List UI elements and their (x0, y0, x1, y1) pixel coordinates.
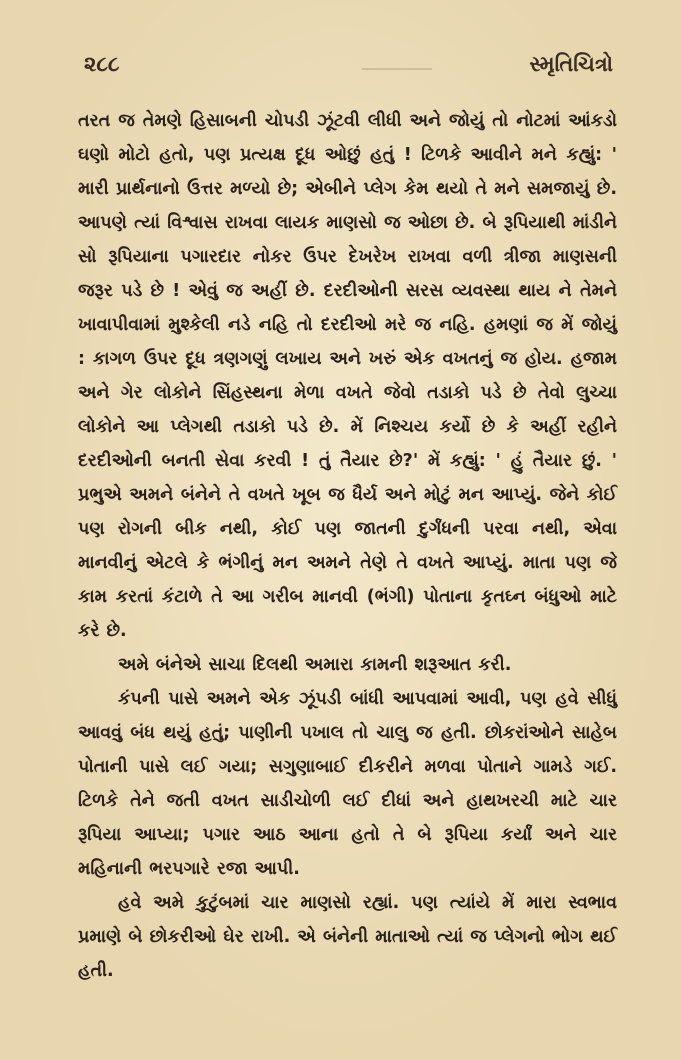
page-number: ૨૮૮ (84, 52, 120, 76)
paragraph: કંપની પાસે અમને એક ઝૂંપડી બાંધી આપવામાં આવી, પણ હવે સીધું આવવું બંધ થયું હતું; પાણીની પખાલ તો ચાલુ જ હતી. છોકરાંઓને સાહેબ પોતાની પાસે લઈ ગયા; સગુણાબાઈ દીકરીને મળવા પોતાને ગામડે ગઈ. ટિળકે તેને જતી વખત સાડીચોળી લઈ દીધાં અને હાથખરચી માટે ચાર રૂપિયા આપ્યા; પગાર આઠ આના હતો તે બે રૂપિયા કર્યાં અને ચાર મહિનાની ભરપગારે રજા આપી. (78, 689, 617, 879)
body-text (78, 104, 617, 988)
header-rule (362, 68, 432, 70)
page-header (70, 52, 617, 82)
running-title: સ્મૃતિચિત્રો (529, 52, 613, 76)
paragraph: અમે બંનેએ સાચા દિલથી અમારા કામની શરૂઆત કરી. (118, 655, 512, 675)
paragraph: તરત જ તેમણે હિસાબની ચોપડી ઝૂંટવી લીધી અને જોયું તો નોટમાં આંકડો ઘણો મોટો હતો, પણ પ્રત્યક્ષ દૂધ ઓછું હતું ! ટિળકે આવીને મને કહ્યું: ' મારી પ્રાર્થનાનો ઉત્તર મળ્યો છે; એબીને પ્લેગ કેમ થયો તે મને સમજાયું છે. આપણે ત્યાં વિશ્વાસ રાખવા લાયક માણસો જ ઓછા છે. બે રૂપિયાથી માંડીને સો રૂપિયાના પગારદાર નોકર ઉપર દેખરેખ રાખવા વળી ત્રીજા માણસની જરૂર પડે છે ! એવું જ અહીં છે. દરદીઓની સરસ વ્યવસ્થા થાય ને તેમને ખાવાપીવામાં મુશ્કેલી નડે નહિ તો દરદીઓ મરે જ નહિ. હમણાં જ મેં જોયું : કાગળ ઉપર દૂધ ત્રણગણું લખાય અને ખરું એક વખતનું જ હોય. હજામ અને ગેર લોકોને સિંહસ્થના મેળા વખતે જેવો તડાકો પડે છે તેવો લુચ્ચા લોકોને આ પ્લેગથી તડાકો પડે છે. મેં નિશ્ચય કર્યો છે કે અહીં રહીને દરદીઓની બનતી સેવા કરવી ! તું તૈયાર છે?' મેં કહ્યું: ' હું તૈયાર છું. ' પ્રભુએ અમને બંનેને તે વખતે ખૂબ જ ધૈર્ય અને મોટું મન આપ્યું. જેને કોઈ પણ રોગની બીક નથી, કોઈ પણ જાતની દુર્ગંધની પરવા નથી, એવા માનવીનું એટલે કે ભંગીનું મન અમને તેણે તે વખતે આપ્યું. માતા પણ જે કામ કરતાં કંટાળે તે આ ગરીબ માનવી (ભંગી) પોતાના કૃતઘ્ન બંધુઓ માટે કરે છે. (78, 111, 617, 641)
paragraph: હવે અમે કુટુંબમાં ચાર માણસો રહ્યાં. પણ ત્યાંયે મેં મારા સ્વભાવ પ્રમાણે બે છોકરીઓ ઘેર રાખી. એ બંનેની માતાઓ ત્યાં જ પ્લેગનો ભોગ થઈ હતી. (78, 893, 617, 981)
